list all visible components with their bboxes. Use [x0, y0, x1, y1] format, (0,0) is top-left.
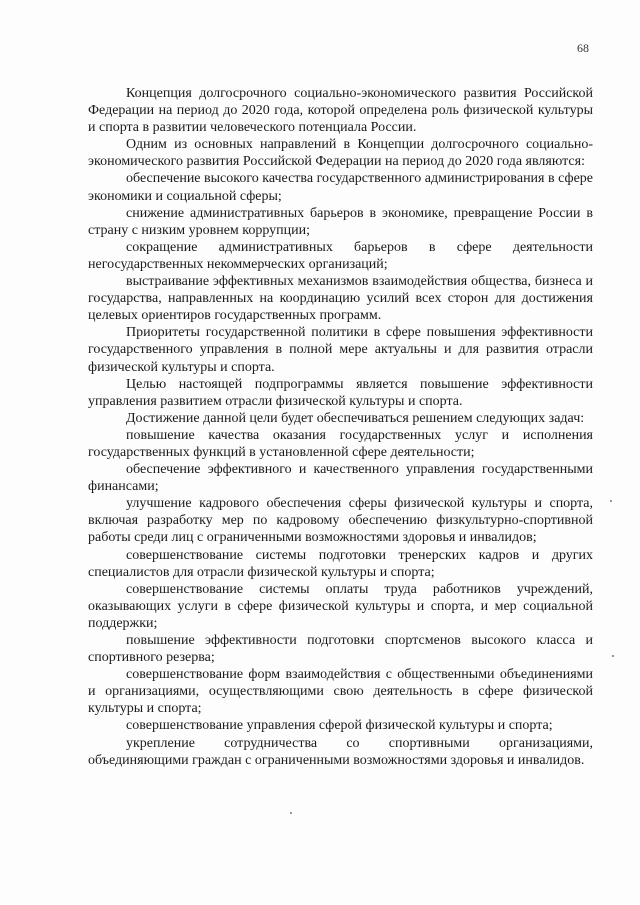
paragraph-main-directions: Одним из основных направлений в Концепции долгосрочного социально-экономического развития Российской Федерации на период до 2020 года являются:: [88, 137, 593, 170]
scan-speck: [612, 655, 614, 657]
list-item-interaction-mechanisms: выстраивание эффективных механизмов взаимодействия общества, бизнеса и государства, направленных на координацию усилий всех сторон для достижения целевых ориентиров государственных программ.: [88, 274, 593, 324]
task-item-athlete-training: повышение эффективности подготовки спортсменов высокого класса и спортивного резерва;: [88, 633, 593, 666]
task-item-public-associations: совершенствование форм взаимодействия с общественными объединениями и организациями, осуществляющими свою деятельность в сфере физической культуры и спорта;: [88, 667, 593, 717]
document-body: [88, 85, 593, 769]
scan-speck: [610, 500, 612, 502]
paragraph-priorities: Приоритеты государственной политики в сфере повышения эффективности государственного управления в полной мере актуальны и для развития отрасли физической культуры и спорта.: [88, 325, 593, 375]
paragraph-concept-intro: Концепция долгосрочного социально-экономического развития Российской Федерации на период до 2020 года, которой определена роль физической культуры и спорта в развитии человеческого потенциала России.: [88, 86, 593, 136]
task-item-management: совершенствование управления сферой физической культуры и спорта;: [126, 718, 553, 734]
task-item-staffing: улучшение кадрового обеспечения сферы физической культуры и спорта, включая разработку мер по кадровому обеспечению физкультурно-спортивной работы среди лиц с ограниченными возможностями здоровья и инвалидов;: [88, 496, 593, 546]
paragraph-goal: Целью настоящей подпрограммы является повышение эффективности управления развитием отрасли физической культуры и спорта.: [88, 376, 593, 409]
task-item-coach-training: совершенствование системы подготовки тренерских кадров и других специалистов для отрасли физической культуры и спорта;: [88, 547, 593, 580]
list-item-nonprofit-barriers: сокращение административных барьеров в сфере деятельности негосударственных некоммерческих организаций;: [88, 239, 593, 272]
task-item-cooperation: укрепление сотрудничества со спортивными организациями, объединяющими граждан с ограниченными возможностями здоровья и инвалидов.: [88, 735, 593, 768]
page-number: 68: [577, 41, 589, 55]
list-item-administration-quality: обеспечение высокого качества государственного администрирования в сфере экономики и социальной сферы;: [88, 171, 593, 204]
list-item-reduce-barriers: снижение административных барьеров в экономике, превращение России в страну с низким уровнем коррупции;: [88, 205, 593, 238]
task-item-payment-system: совершенствование системы оплаты труда работников учреждений, оказывающих услуги в сфере физической культуры и спорта, и мер социальной поддержки;: [88, 581, 593, 631]
scan-speck: [290, 812, 292, 814]
task-item-services-quality: повышение качества оказания государственных услуг и исполнения государственных функций в установленной сфере деятельности;: [88, 427, 593, 460]
task-item-finance-management: обеспечение эффективного и качественного управления государственными финансами;: [88, 462, 593, 495]
paragraph-tasks-intro: Достижение данной цели будет обеспечиваться решением следующих задач:: [126, 410, 585, 426]
